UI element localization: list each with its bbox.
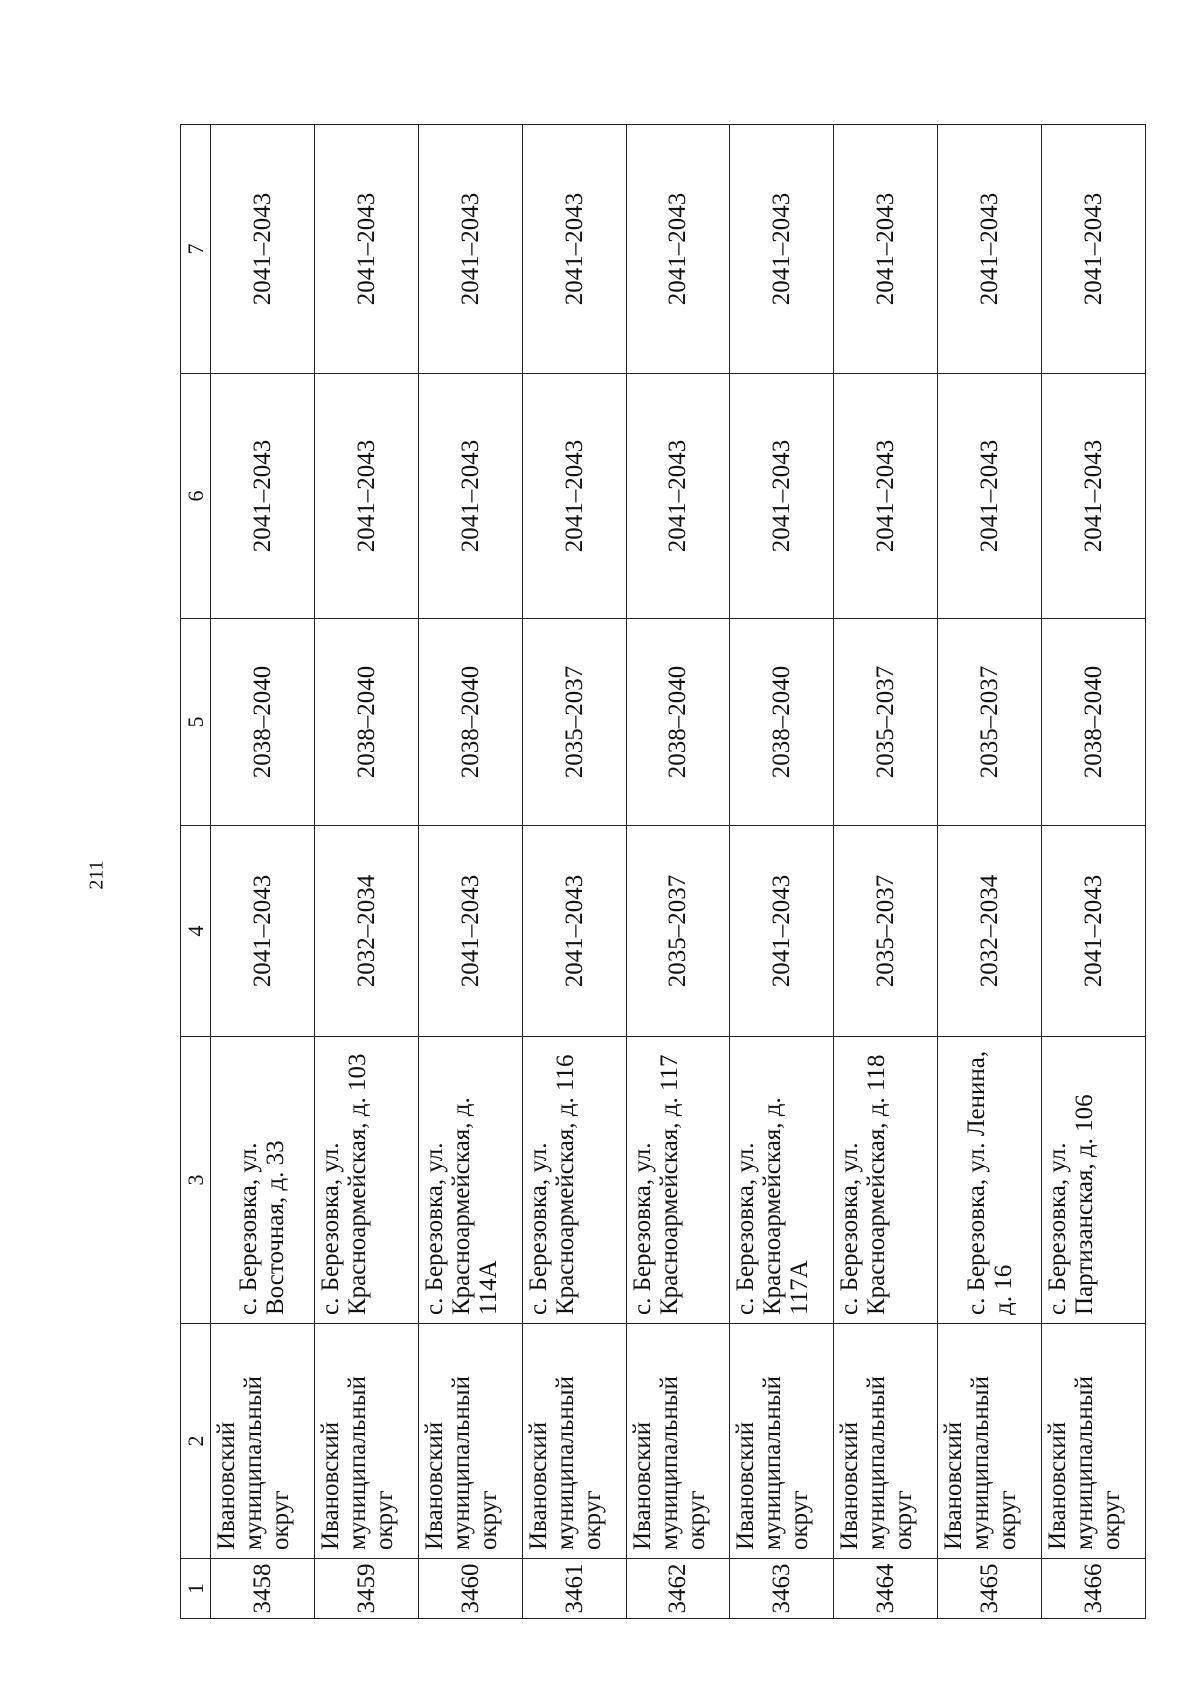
period-cell-6: 2041–2043: [730, 374, 834, 619]
district-cell: Ивановский муниципальный округ: [626, 1324, 730, 1559]
period-cell-6: 2041–2043: [834, 374, 938, 619]
table-row: [834, 125, 938, 1619]
table-row: [522, 125, 626, 1619]
district-cell: Ивановский муниципальный округ: [1042, 1324, 1146, 1559]
period-cell-5: 2038–2040: [418, 619, 522, 826]
table-row: [418, 125, 522, 1619]
period-cell-6: 2041–2043: [314, 374, 418, 619]
period-cell-5: 2038–2040: [626, 619, 730, 826]
column-header: 7: [181, 125, 211, 374]
column-header: 3: [181, 1037, 211, 1324]
column-header: 4: [181, 826, 211, 1037]
row-number: 3465: [938, 1559, 1042, 1619]
column-header: 6: [181, 374, 211, 619]
row-number: 3466: [1042, 1559, 1146, 1619]
table-row: [314, 125, 418, 1619]
address-cell: с. Березовка, ул. Восточная, д. 33: [211, 1037, 315, 1324]
period-cell-7: 2041–2043: [211, 125, 315, 374]
row-number: 3463: [730, 1559, 834, 1619]
table-container: [180, 125, 1146, 1619]
period-cell-5: 2038–2040: [730, 619, 834, 826]
table-row: [626, 125, 730, 1619]
period-cell-6: 2041–2043: [211, 374, 315, 619]
period-cell-5: 2035–2037: [938, 619, 1042, 826]
period-cell-7: 2041–2043: [418, 125, 522, 374]
district-cell: Ивановский муниципальный округ: [730, 1324, 834, 1559]
period-cell-4: 2041–2043: [730, 826, 834, 1037]
period-cell-7: 2041–2043: [522, 125, 626, 374]
address-cell: с. Березовка, ул. Красноармейская, д. 117: [626, 1037, 730, 1324]
address-cell: с. Березовка, ул. Красноармейская, д. 114А: [418, 1037, 522, 1324]
row-number: 3462: [626, 1559, 730, 1619]
table-row: [1042, 125, 1146, 1619]
district-cell: Ивановский муниципальный округ: [314, 1324, 418, 1559]
table-row: [211, 125, 315, 1619]
period-cell-6: 2041–2043: [938, 374, 1042, 619]
period-cell-6: 2041–2043: [626, 374, 730, 619]
period-cell-5: 2038–2040: [211, 619, 315, 826]
period-cell-6: 2041–2043: [1042, 374, 1146, 619]
period-cell-4: 2041–2043: [522, 826, 626, 1037]
period-cell-5: 2038–2040: [1042, 619, 1146, 826]
period-cell-5: 2038–2040: [314, 619, 418, 826]
address-cell: с. Березовка, ул. Партизанская, д. 106: [1042, 1037, 1146, 1324]
column-header: 2: [181, 1324, 211, 1559]
district-cell: Ивановский муниципальный округ: [418, 1324, 522, 1559]
district-cell: Ивановский муниципальный округ: [211, 1324, 315, 1559]
period-cell-4: 2041–2043: [211, 826, 315, 1037]
data-table: [180, 124, 1146, 1619]
row-number: 3460: [418, 1559, 522, 1619]
address-cell: с. Березовка, ул. Красноармейская, д. 103: [314, 1037, 418, 1324]
period-cell-4: 2041–2043: [1042, 826, 1146, 1037]
column-header: 5: [181, 619, 211, 826]
address-cell: с. Березовка, ул. Ленина, д. 16: [938, 1037, 1042, 1324]
period-cell-7: 2041–2043: [938, 125, 1042, 374]
district-cell: Ивановский муниципальный округ: [938, 1324, 1042, 1559]
period-cell-6: 2041–2043: [522, 374, 626, 619]
period-cell-4: 2035–2037: [834, 826, 938, 1037]
period-cell-4: 2032–2034: [938, 826, 1042, 1037]
period-cell-5: 2035–2037: [834, 619, 938, 826]
row-number: 3459: [314, 1559, 418, 1619]
page-number: 211: [85, 860, 108, 890]
period-cell-7: 2041–2043: [314, 125, 418, 374]
address-cell: с. Березовка, ул. Красноармейская, д. 118: [834, 1037, 938, 1324]
period-cell-4: 2032–2034: [314, 826, 418, 1037]
district-cell: Ивановский муниципальный округ: [834, 1324, 938, 1559]
period-cell-5: 2035–2037: [522, 619, 626, 826]
address-cell: с. Березовка, ул. Красноармейская, д. 116: [522, 1037, 626, 1324]
period-cell-6: 2041–2043: [418, 374, 522, 619]
row-number: 3461: [522, 1559, 626, 1619]
period-cell-7: 2041–2043: [834, 125, 938, 374]
table-row: [730, 125, 834, 1619]
period-cell-7: 2041–2043: [730, 125, 834, 374]
period-cell-4: 2035–2037: [626, 826, 730, 1037]
address-cell: с. Березовка, ул. Красноармейская, д. 117А: [730, 1037, 834, 1324]
district-cell: Ивановский муниципальный округ: [522, 1324, 626, 1559]
header-row: [181, 125, 211, 1619]
row-number: 3458: [211, 1559, 315, 1619]
row-number: 3464: [834, 1559, 938, 1619]
period-cell-4: 2041–2043: [418, 826, 522, 1037]
period-cell-7: 2041–2043: [1042, 125, 1146, 374]
period-cell-7: 2041–2043: [626, 125, 730, 374]
table-row: [938, 125, 1042, 1619]
column-header: 1: [181, 1559, 211, 1619]
